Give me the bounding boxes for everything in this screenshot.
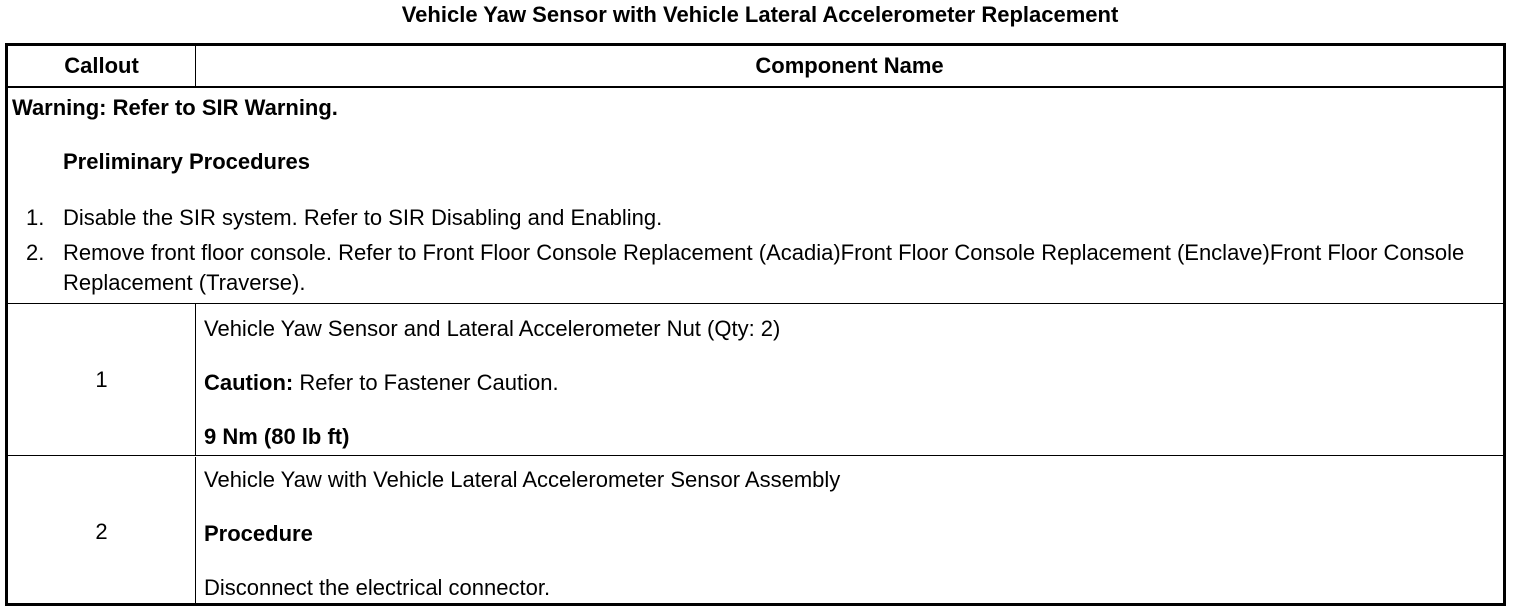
callout-cell: 2 xyxy=(8,457,196,606)
component-name-column-header: Component Name xyxy=(755,53,944,78)
caution-label: Caution: xyxy=(204,370,294,395)
callout-cell: 1 xyxy=(8,304,196,455)
table-row xyxy=(8,457,1503,606)
callout-column-header: Callout xyxy=(8,46,196,86)
procedure-heading: Procedure xyxy=(204,521,313,546)
preliminary-procedures-heading: Preliminary Procedures xyxy=(63,149,311,174)
procedure-step: Disconnect the electrical connector. xyxy=(204,575,551,600)
sir-warning: Warning: Refer to SIR Warning. xyxy=(12,95,338,120)
table-header-row xyxy=(8,46,1503,88)
list-item xyxy=(8,238,1495,298)
page-title: Vehicle Yaw Sensor with Vehicle Lateral Accelerometer Replacement xyxy=(401,2,1119,27)
component-cell xyxy=(196,457,1503,606)
preliminary-steps-list xyxy=(8,203,1495,303)
table-row xyxy=(8,304,1503,456)
caution-line xyxy=(204,370,559,396)
preliminary-row xyxy=(8,88,1503,304)
caution-text: Refer to Fastener Caution. xyxy=(293,370,559,395)
step-text: Remove front floor console. Refer to Front Floor Console Replacement (Acadia)Front Floor Console Replacement (Enclave)Front Floor Console Replacement (Traverse). xyxy=(63,240,1465,295)
component-table xyxy=(5,43,1506,606)
list-item xyxy=(8,203,1495,233)
component-name: Vehicle Yaw with Vehicle Lateral Accelerometer Sensor Assembly xyxy=(204,467,841,492)
step-text: Disable the SIR system. Refer to SIR Disabling and Enabling. xyxy=(63,205,663,230)
torque-spec: 9 Nm (80 lb ft) xyxy=(204,424,350,449)
component-name: Vehicle Yaw Sensor and Lateral Accelerometer Nut (Qty: 2) xyxy=(204,316,781,341)
step-number: 2. xyxy=(26,240,45,265)
step-number: 1. xyxy=(26,205,45,230)
component-cell xyxy=(196,304,1503,455)
